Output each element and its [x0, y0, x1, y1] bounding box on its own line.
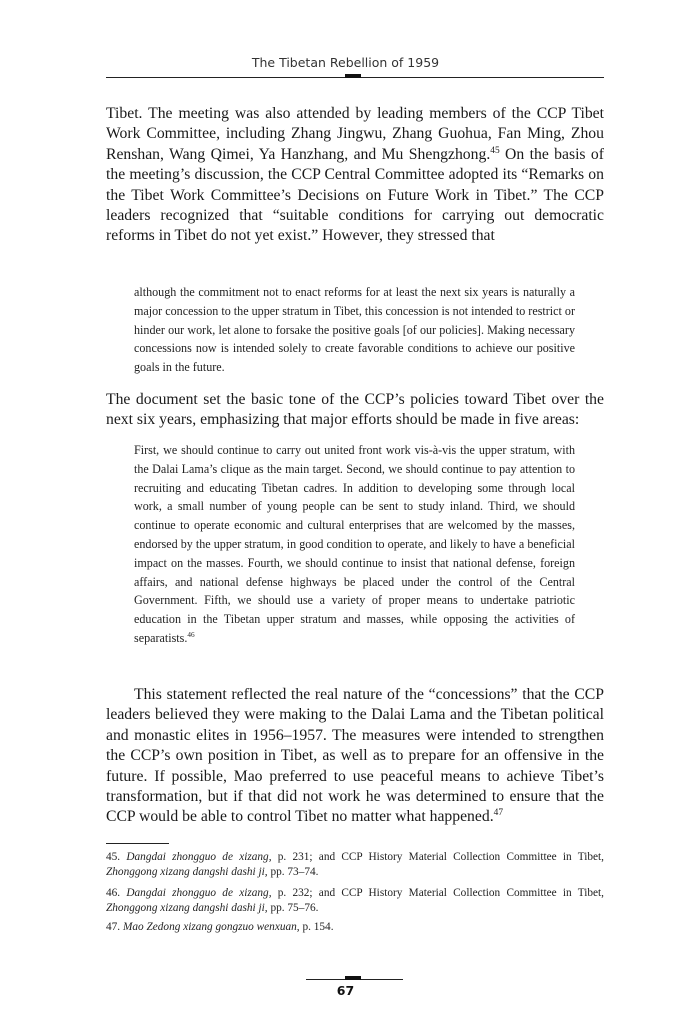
- paragraph-2: The document set the basic tone of the CCP’s policies toward Tibet over the next six years, emphasizing that major efforts should be made in five areas:: [106, 391, 604, 429]
- paragraph-3: [106, 685, 604, 828]
- footnote-title-2: Zhonggong xizang dangshi dashi ji,: [106, 865, 268, 878]
- footnote-pages: pp. 75–76.: [267, 901, 319, 914]
- footnote-ref-45[interactable]: 45: [490, 145, 500, 156]
- footnote-46: [106, 886, 604, 915]
- header-rule-tab: [345, 74, 361, 78]
- footnote-pages: pp. 73–74.: [267, 865, 319, 878]
- footer-rule-tab: [345, 976, 361, 980]
- footnote-title: Mao Zedong xizang gongzuo wenxuan,: [122, 921, 300, 933]
- footnote-text: p. 154.: [299, 921, 334, 933]
- footnote-title: Dangdai zhongguo de xizang,: [126, 851, 272, 863]
- footnote-text: p. 232; and CCP History Material Collection Committee in Tibet,: [271, 887, 604, 899]
- footnote-title: Dangdai zhongguo de xizang,: [126, 887, 272, 899]
- page-number: 67: [336, 983, 355, 998]
- footnote-ref-46[interactable]: 46: [187, 630, 195, 639]
- block-quote-1: although the commitment not to enact reforms for at least the next six years is naturally a major concession to the upper stratum in Tibet, this concession is not intended to restrict or hinder our work, let alone to forsake the positive goals [of our policies]. Making necessary concessions now is intended solely to create favorable conditions to achieve our positive goals in the future.: [134, 285, 575, 375]
- paragraph-1: [106, 104, 604, 247]
- paragraph-1-text-continued: On the basis of the meeting’s discussion, the CCP Central Committee adopted its “Remarks on the Tibet Work Committee’s Decisions on Future Work in Tibet.” The CCP leaders recognized that “suitable conditions for carrying out democratic reforms in Tibet do not yet exist.” However, they stressed that: [106, 145, 604, 245]
- block-quote-2: [134, 441, 575, 648]
- footnote-text: p. 231; and CCP History Material Collection Committee in Tibet,: [271, 851, 604, 863]
- footnote-rule: [106, 843, 169, 844]
- footnote-47: [106, 920, 604, 935]
- footnote-45: [106, 850, 604, 879]
- block-quote-2-text: First, we should continue to carry out united front work vis-à-vis the upper stratum, with the Dalai Lama’s clique as the main target. Second, we should continue to pay attention to recruiting and educating Tibetan cadres. In addition to developing some through local work, a small number of young people can be sent to study inland. Third, we should continue to operate economic and cultural enterprises that are welcomed by the masses, endorsed by the upper stratum, in good condition to operate, and likely to have a beneficial impact on the masses. Fourth, we should continue to insist that national defense, foreign affairs, and national defense highways be placed under the control of the Central Government. Fifth, we should use a variety of proper means to undertake patriotic education in the Tibetan upper stratum and masses, while opposing the activities of separatists.: [134, 443, 575, 645]
- running-head: The Tibetan Rebellion of 1959: [251, 55, 440, 70]
- footnote-number: 47.: [106, 921, 123, 933]
- footnote-number: 46.: [106, 887, 127, 899]
- footnote-title-2: Zhonggong xizang dangshi dashi ji,: [106, 901, 268, 914]
- paragraph-3-text: This statement reflected the real nature of the “concessions” that the CCP leaders believed they were making to the Dalai Lama and the Tibetan political and monastic elites in 1956–1957. The measures were intended to strengthen the CCP’s own position in Tibet, as well as to prepare for an offensive in the future. If possible, Mao preferred to use peaceful means to achieve Tibet’s transformation, but if that did not work he was determined to ensure that the CCP would be able to control Tibet no matter what happened.: [106, 686, 604, 826]
- paragraph-1-text: Tibet. The meeting was also attended by leading members of the CCP Tibet Work Committee, including Zhang Jingwu, Zhang Guohua, Fan Ming, Zhou Renshan, Wang Qimei, Ya Hanzhang, and Mu Shengzhong.: [106, 105, 604, 163]
- footnote-ref-47[interactable]: 47: [493, 808, 504, 819]
- footnote-number: 45.: [106, 851, 127, 863]
